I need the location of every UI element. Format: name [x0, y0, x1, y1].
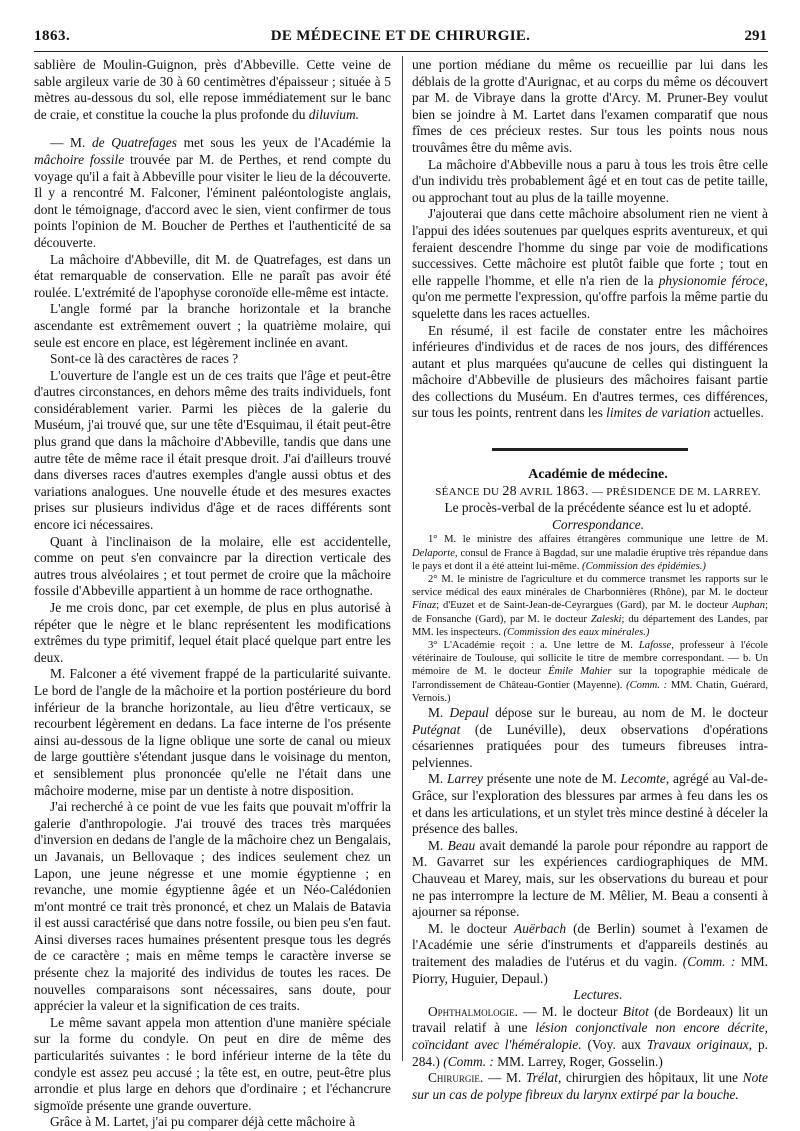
paragraph: En résumé, il est facile de constater entre les mâchoires inférieures d'individus et de races de nos jours, des différences autant et plus marquées qu'aucune de celles qui distinguent la mâchoire d'Abbeville de plusieurs des mâchoires faisant partie des collections du Muséum. En d'autres termes, ces différences, sur tous les points, rentrent dans les limites de variation actuelles. [412, 322, 768, 421]
paragraph: M. Depaul dépose sur le bureau, au nom de M. le docteur Putégnat (de Lunéville), deux observations d'opérations césariennes pratiquées pour des tumeurs fibreuses intra-pelviennes. [412, 705, 768, 770]
session-line: SÉANCE DU 28 AVRIL 1863. — PRÉSIDENCE DE M. LARREY. [435, 483, 761, 499]
running-header [34, 28, 767, 48]
section-separator [492, 448, 688, 451]
correspondance-item: 1° M. le ministre des affaires étrangères communique une lettre de M. Delaporte, consul de France à Bagdad, sur une maladie éruptive très répandue dans le pays et dont il a été atteint lui-même. (Commission des épidémies.) [412, 534, 768, 572]
paragraph: Grâce à M. Lartet, j'ai pu comparer déjà cette mâchoire à [50, 1114, 356, 1130]
paragraph: Quant à l'inclinaison de la molaire, elle est accidentelle, comme on peut s'en convaincre par la direction verticale des autres trous alvéolaires ; et tout permet de croire que la mâchoire fossile d'Abbeville appartient à un homme de race orthognathe. [34, 533, 391, 599]
paragraph: J'ai recherché à ce point de vue les faits que pouvait m'offrir la galerie d'anthropologie. J'ai trouvé des traces très marquées d'inversion en dedans de l'angle de la mâchoire chez un Bengalais, un Javanais, un Bellovaque ; des indices seulement chez un Lapon, une jeune négresse et une momie égyptienne ; en revanche, une momie égyptienne âgée et un Néo-Calédonien m'ont montré ce trait très prononcé, et chez un Malais de Batavia il est aussi caractérisé que dans notre fossile, ou bien peu s'en faut. Ainsi diverses races humaines présentent presque tous les degrés de ce caractère ; mais en même temps le caractère inverse se présente chez la majorité des individus de toutes les races. De nouvelles comparaisons sont nécessaires, sans doute, pour apprécier la valeur et la signification de ces traits. [34, 799, 391, 1014]
paragraph: M. le docteur Auërbach (de Berlin) soumet à l'examen de l'Académie une série d'instruments et d'appareils destinés au traitement des maladies de l'utérus et du vagin. (Comm. : MM. Piorry, Huguier, Depaul.) [412, 920, 768, 986]
paragraph: Ophthalmologie. — M. le docteur Bitot (de Bordeaux) lit un travail relatif à une lésion conjonctivale non encore décrite, coïncidant avec l'héméralopie. (Voy. aux Travaux originaux, p. 284.) (Comm. : MM. Larrey, Roger, Gosselin.) [412, 1003, 768, 1069]
paragraph: une portion médiane du même os recueillie par lui dans les déblais de la grotte d'Aurignac, et au corps du même os découvert par M. de Vibraye dans la grotte d'Arcy. M. Pruner-Bey voulut bien se joindre à M. Lartet dans l'examen comparatif que nous fîmes de ces précieux restes. Sur tous les points nous nous trouvâmes être du même avis. [412, 57, 768, 155]
header-rule [34, 51, 768, 52]
left-column [34, 57, 391, 1131]
header-title: DE MÉDECINE ET DE CHIRURGIE. [270, 28, 531, 44]
correspondance-item: 2° M. le ministre de l'agriculture et du commerce transmet les rapports sur le service médical des eaux minérales de Charbonnières (Rhône), par M. le docteur Finaz; d'Euzet et de Saint-Jean-de-Ceyrargues (Gard), par M. le docteur Auphan; de Fonsanche (Gard), par M. le docteur Zaleski; du département des Landes, par MM. les inspecteurs. (Commission des eaux minérales.) [412, 574, 768, 638]
lectures-title: Lectures. [573, 987, 623, 1003]
paragraph: J'ajouterai que dans cette mâchoire absolument rien ne vient à l'appui des idées soutenues par quelques esprits aventureux, et qui feraient descendre l'homme du singe par voie de modifications successives. Cette mâchoire est plutôt faible que forte ; tout en elle rappelle l'homme, et elle n'a rien de la physionomie féroce, qu'on me permette l'expression, qu'offre parfois la même partie du squelette dans les races actuelles. [412, 206, 768, 321]
correspondance-title: Correspondance. [551, 516, 645, 532]
paragraph: M. Beau avait demandé la parole pour répondre au rapport de M. Gavarret sur les expériences cardiographiques de MM. Chauveau et Marey, mais, sur les observations du bureau et pour ne pas interrompre la lecture de M. Mêlier, M. Beau a consenti à ajourner sa réponse. [412, 837, 768, 920]
paragraph: — M. de Quatrefages met sous les yeux de l'Académie la mâchoire fossile trouvée par M. de Perthes, et rend compte du voyage qu'il a fait à Abbeville pour visiter le lieu de la découverte. Il y a rencontré M. Falconer, l'éminent paléontologiste anglais, dont le témoignage, d'accord avec le sien, vient confirmer de tous points l'opinion de M. Boucher de Perthes et l'authenticité de sa découverte. [34, 135, 391, 250]
paragraph: Je me crois donc, par cet exemple, de plus en plus autorisé à répéter que le nègre et le blanc représentent les modifications extrêmes du type primitif, lequel était placé quelque part entre les deux. [34, 600, 391, 665]
correspondance-item: 3° L'Académie reçoit : a. Une lettre de M. Lafosse, professeur à l'école vétérinaire de Toulouse, qui sollicite le titre de membre correspondant. — b. Un mémoire de M. le docteur Émile Mahier sur la topographie médicale de l'arrondissement de Château-Gontier (Mayenne). (Comm. : MM. Chatin, Guérard, Vernois.) [412, 640, 768, 704]
section-title: Académie de médecine. [528, 467, 668, 483]
column-divider [402, 56, 403, 1061]
proces-verbal: Le procès-verbal de la précédente séance est lu et adopté. [444, 500, 752, 516]
paragraph: M. Larrey présente une note de M. Lecomte, agrégé au Val-de-Grâce, sur l'exploration des blessures par armes à feu dans les os et dans les articulations, et un stylet très mince destiné à déceler la présence des balles. [412, 771, 768, 837]
paragraph: Chirurgie. — M. Trélat, chirurgien des hôpitaux, lit une Note sur un cas de polype fibreux du larynx extirpé par la bouche. [412, 1070, 768, 1102]
paragraph: La mâchoire d'Abbeville, dit M. de Quatrefages, est dans un état remarquable de conservation. Elle ne paraît pas avoir été roulée. L'extrémité de l'apophyse coronoïde elle-même est intacte. [34, 251, 391, 300]
paragraph: L'angle formé par la branche horizontale et la branche ascendante est extrêmement ouvert ; la quatrième molaire, qui seule est encore en place, est légèrement inclinée en avant. [34, 301, 391, 350]
correspondance-list [412, 533, 768, 705]
paragraph: La mâchoire d'Abbeville nous a paru à tous les trois être celle d'un individu très probablement âgé et en tout cas de petite taille, ou approchant tout au plus de la taille moyenne. [412, 156, 768, 205]
header-year: 1863. [34, 28, 71, 44]
right-column [412, 57, 768, 1103]
paragraph: sablière de Moulin-Guignon, près d'Abbeville. Cette veine de sable argileux varie de 30 à 60 centimètres d'épaisseur ; située à 5 mètres au-dessous du sol, elle repose immédiatement sur le banc de craie, et constitue la couche la plus profonde du diluvium. [34, 57, 391, 122]
paragraph: M. Falconer a été vivement frappé de la particularité suivante. Le bord de l'angle de la mâchoire et la portion postérieure du bord inférieur de la branche horizontale, au lieu d'être verticaux, se recourbent légèrement en dedans. La face interne de l'os présente ainsi au-dessous de la ligne oblique une sorte de canal ou mieux de large gouttière s'étendant jusque dans le voisinage du menton, et sensiblement plus prononcée qu'elle ne l'était dans une mâchoire moderne, mise par un dentiste à notre disposition. [34, 666, 391, 798]
paragraph: Le même savant appela mon attention d'une manière spéciale sur la forme du condyle. On peut en dire de même des particularités suivantes : le bord inférieur interne de la tête du condyle est assez peu accusé ; la tête est, en outre, peut-être plus arrondie et plus large en dehors que d'ordinaire ; et l'échancrure sigmoïde présente une grande ouverture. [34, 1014, 391, 1113]
paragraph: L'ouverture de l'angle est un de ces traits que l'âge et peut-être d'autres circonstances, en dehors même des traits individuels, font considérablement varier. Parmi les pièces de la galerie du Muséum, j'ai trouvé que, sur une tête d'Esquimau, il était peut-être plus grand que dans la mâchoire d'Abbeville, tandis que dans une autre tête de même race il était presque droit. J'ai d'ailleurs trouvé dans diverses races d'autres exemples d'angle aussi obtus et des variations analogues. Une nouvelle étude et des mesures exactes prises sur plusieurs individus d'âge et de races différents sont encore ici nécessaires. [34, 367, 391, 533]
paragraph: Sont-ce là des caractères de races ? [50, 351, 239, 367]
page-number: 291 [744, 28, 767, 44]
